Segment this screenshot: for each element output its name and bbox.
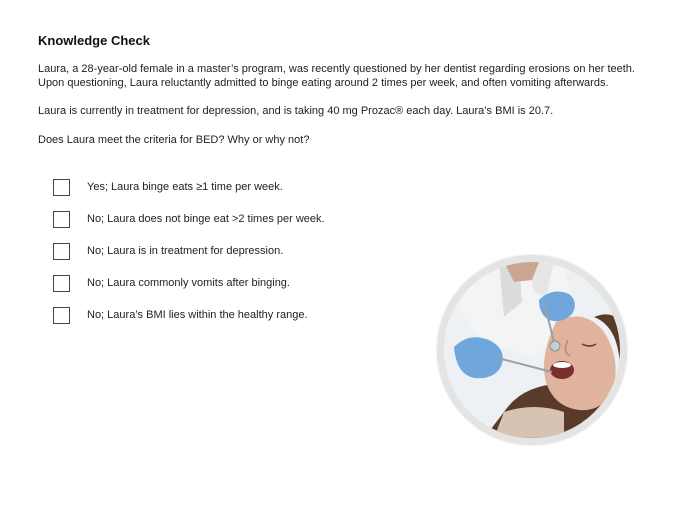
dental-exam-illustration bbox=[444, 262, 620, 438]
answer-options bbox=[53, 176, 433, 336]
page-title: Knowledge Check bbox=[38, 33, 150, 48]
question-text: Does Laura meet the criteria for BED? Why or why not? bbox=[38, 134, 310, 146]
option-label: No; Laura is in treatment for depression. bbox=[87, 245, 284, 257]
scenario-text bbox=[38, 62, 678, 90]
option-label: No; Laura commonly vomits after binging. bbox=[87, 277, 290, 289]
answer-option-3[interactable] bbox=[53, 240, 433, 262]
dentist-photo bbox=[444, 262, 620, 438]
checkbox[interactable] bbox=[53, 179, 70, 196]
option-label: Yes; Laura binge eats ≥1 time per week. bbox=[87, 181, 283, 193]
checkbox[interactable] bbox=[53, 307, 70, 324]
treatment-text: Laura is currently in treatment for depression, and is taking 40 mg Prozac® each day. Laura’s BMI is 20.7. bbox=[38, 105, 554, 117]
answer-option-4[interactable] bbox=[53, 272, 433, 294]
answer-option-5[interactable] bbox=[53, 304, 433, 326]
scenario-line-1: Laura, a 28-year-old female in a master’s program, was recently questioned by her dentist regarding erosions on her teeth. bbox=[38, 63, 635, 75]
checkbox[interactable] bbox=[53, 211, 70, 228]
answer-option-1[interactable] bbox=[53, 176, 433, 198]
checkbox[interactable] bbox=[53, 243, 70, 260]
answer-option-2[interactable] bbox=[53, 208, 433, 230]
dentist-photo-frame bbox=[437, 255, 627, 445]
scenario-line-2: Upon questioning, Laura reluctantly admitted to binge eating around 2 times per week, and often vomiting afterwards. bbox=[38, 77, 609, 89]
option-label: No; Laura’s BMI lies within the healthy range. bbox=[87, 309, 308, 321]
checkbox[interactable] bbox=[53, 275, 70, 292]
option-label: No; Laura does not binge eat >2 times per week. bbox=[87, 213, 325, 225]
